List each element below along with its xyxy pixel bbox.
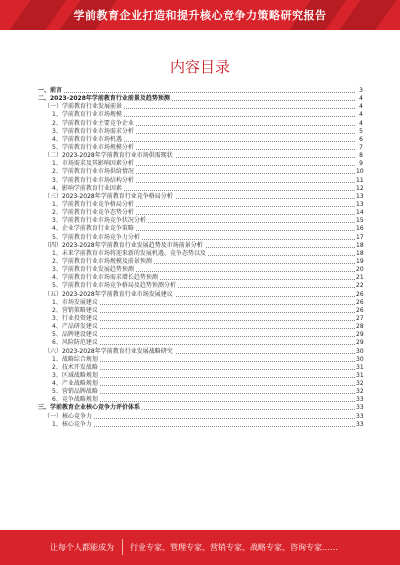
toc-page-number: 22	[356, 282, 364, 290]
toc-heading: 内容目录	[169, 58, 230, 76]
toc-page-number: 10	[356, 168, 364, 176]
toc-page-number: 32	[356, 388, 364, 396]
toc-page-number: 3	[356, 87, 363, 95]
toc-entry-label: （三）2023-2028年学前教育行业竞争格局分析	[44, 192, 173, 200]
toc-entry[interactable]	[38, 111, 363, 119]
toc-page-number: 4	[356, 103, 363, 111]
toc-page-number: 27	[356, 314, 364, 322]
toc-entry-label: 6、风险防范建议	[52, 339, 98, 347]
toc-entry-label: 3、学前教育行业市场需求分析	[52, 127, 134, 135]
toc-entry-label: 1、战略综合规划	[52, 355, 98, 363]
toc-entry-label: 三、学前教育企业核心竞争力评价体系	[38, 404, 141, 412]
toc-entry[interactable]	[38, 234, 363, 242]
toc-page-number: 26	[356, 306, 364, 314]
toc-entry-label: 2、学前教育行业主要竞争企业	[52, 119, 134, 127]
report-title: 学前教育企业打造和提升核心竞争力策略研究报告	[73, 9, 327, 22]
toc-entry-label: （四）2023-2028年学前教育行业发展趋势及市场前景分析	[44, 241, 203, 249]
toc-entry[interactable]	[38, 242, 363, 250]
toc-entry-label: 二、2023-2028年学前教育行业前景及趋势预测	[38, 95, 170, 103]
toc-page-number: 30	[356, 355, 364, 363]
toc-page-number: 21	[356, 274, 364, 282]
toc-entry[interactable]	[38, 307, 363, 315]
toc-page-number: 4	[356, 111, 363, 119]
toc-page-number: 5	[356, 128, 363, 136]
toc-entry-label: （一）核心竞争力	[44, 412, 93, 420]
toc-entry-label: 3、学前教育行业市场竞争状况分析	[52, 217, 146, 225]
toc-page-number: 12	[356, 184, 364, 192]
footer-slogan: 让每个人都能成为	[50, 543, 114, 552]
toc-entry-label: （一）学前教育行业发展前景	[44, 103, 123, 111]
toc-entry[interactable]	[38, 258, 363, 266]
toc-leader-dots	[52, 426, 355, 427]
toc-page-number: 33	[356, 420, 364, 428]
toc-entry-label: 1、核心竞争力	[52, 420, 92, 428]
table-of-contents	[38, 87, 363, 429]
toc-entry[interactable]	[38, 177, 363, 185]
toc-page-number: 29	[356, 331, 364, 339]
toc-entry[interactable]	[38, 356, 363, 364]
toc-entry[interactable]	[38, 185, 363, 193]
footer-roles: 行业专家、管理专家、营销专家、战略专家、咨询专家……	[130, 543, 338, 552]
toc-entry[interactable]	[38, 380, 363, 388]
toc-entry[interactable]	[38, 315, 363, 323]
toc-entry[interactable]	[38, 421, 363, 429]
toc-page-number: 4	[356, 95, 363, 103]
toc-entry-label: 5、营销品牌战略	[52, 388, 98, 396]
footer-divider	[122, 539, 123, 555]
toc-entry-label: 4、产品研发建议	[52, 323, 98, 331]
toc-entry[interactable]	[38, 266, 363, 274]
toc-entry-label: （二）2023-2028年学前教育行业市场供需现状	[44, 152, 173, 160]
toc-page-number: 7	[356, 144, 363, 152]
toc-page-number: 20	[356, 266, 364, 274]
toc-entry[interactable]	[38, 372, 363, 380]
toc-page-number: 11	[356, 176, 364, 184]
toc-page-number: 31	[356, 363, 364, 371]
toc-entry[interactable]	[38, 299, 363, 307]
toc-entry[interactable]	[38, 323, 363, 331]
toc-entry[interactable]	[38, 348, 363, 356]
toc-leader-dots	[38, 92, 355, 93]
toc-entry-label: （五）2023-2028年学前教育行业市场发展建议	[44, 290, 173, 298]
toc-entry-label: 4、学前教育行业市场机遇	[52, 135, 122, 143]
header-bar	[0, 0, 400, 30]
toc-entry[interactable]	[38, 136, 363, 144]
toc-page-number: 6	[356, 136, 363, 144]
toc-page-number: 31	[356, 371, 364, 379]
toc-page-number: 19	[356, 257, 364, 265]
toc-entry-label: 一、前言	[38, 87, 63, 94]
toc-page-number: 16	[356, 225, 364, 233]
toc-page-number: 32	[356, 380, 364, 388]
toc-entry-label: 4、学前教育行业市场需求增长趋势预测	[52, 274, 158, 282]
toc-page-number: 8	[356, 152, 363, 160]
toc-entry-label: 5、学前教育行业市场竞争力分析	[52, 233, 140, 241]
toc-page-number: 26	[356, 298, 364, 306]
toc-entry[interactable]	[38, 128, 363, 136]
toc-page-number: 18	[356, 241, 364, 249]
toc-entry-label: 1、学前教育行业市场规模	[52, 111, 122, 119]
toc-page-number: 14	[356, 209, 364, 217]
toc-page-number: 13	[356, 200, 364, 208]
toc-entry-label: 2、学前教育行业市场规模及前景预测	[52, 257, 152, 265]
toc-entry-label: 3、学前教育行业发展趋势预测	[52, 266, 134, 274]
toc-entry[interactable]	[38, 404, 363, 412]
toc-entry-label: 2、学前教育行业竞争态势分析	[52, 209, 134, 217]
toc-entry[interactable]	[38, 225, 363, 233]
toc-entry-label: 1、市场需求及其影响因素分析	[52, 160, 134, 168]
toc-entry-label: 2、技术开发战略	[52, 363, 98, 371]
toc-page-number: 9	[356, 160, 363, 168]
toc-entry-label: 5、学前教育行业市场竞争格局及趋势预测分析	[52, 282, 176, 290]
toc-entry[interactable]	[38, 413, 363, 421]
toc-entry[interactable]	[38, 201, 363, 209]
toc-entry-label: 1、未来学前教育市场将迎来新的发展机遇、竞争态势以及	[52, 249, 206, 257]
toc-entry-label: 3、行业投资建议	[52, 314, 98, 322]
toc-entry-label: 4、产业战略规划	[52, 380, 98, 388]
toc-page-number: 15	[356, 217, 364, 225]
toc-entry[interactable]	[38, 120, 363, 128]
toc-page-number: 30	[356, 347, 364, 355]
footer-bar	[0, 530, 400, 565]
toc-entry[interactable]	[38, 168, 363, 176]
toc-entry[interactable]	[38, 250, 363, 258]
toc-entry-label: 2、营销策略建议	[52, 306, 98, 314]
toc-page-number: 4	[356, 120, 363, 128]
toc-entry-label: 3、学前教育行业市场结构分析	[52, 176, 134, 184]
toc-entry[interactable]	[38, 193, 363, 201]
toc-entry-label: （六）2023-2028年学前教育行业发展战略研究	[44, 347, 173, 355]
toc-entry[interactable]	[38, 87, 363, 95]
toc-entry-label: 6、竞争战略规划	[52, 396, 98, 404]
toc-page-number: 13	[356, 192, 364, 200]
toc-entry-label: 3、区域战略规划	[52, 371, 98, 379]
toc-entry[interactable]	[38, 339, 363, 347]
toc-page-number: 17	[356, 233, 364, 241]
toc-page-number: 26	[356, 290, 364, 298]
toc-entry[interactable]	[38, 282, 363, 290]
toc-page-number: 33	[356, 404, 364, 412]
toc-entry-label: 1、学前教育行业竞争格局分析	[52, 200, 134, 208]
toc-entry-label: 5、品牌建设建议	[52, 331, 98, 339]
toc-page-number: 28	[356, 323, 364, 331]
toc-entry[interactable]	[38, 364, 363, 372]
toc-entry-label: 5、学前教育行业市场规模分析	[52, 143, 134, 151]
toc-entry-label: 2、学前教育行业市场供给情况	[52, 168, 134, 176]
toc-page-number: 29	[356, 339, 364, 347]
toc-entry-label: 4、企业学前教育行业竞争策略	[52, 225, 134, 233]
toc-entry-label: 1、市场发展建议	[52, 298, 98, 306]
toc-page-number: 18	[356, 249, 364, 257]
toc-page-number: 33	[356, 396, 364, 404]
toc-entry[interactable]	[38, 144, 363, 152]
toc-entry[interactable]	[38, 291, 363, 299]
toc-page-number: 33	[356, 412, 364, 420]
toc-entry-label: 4、影响学前教育行业因素	[52, 184, 122, 192]
